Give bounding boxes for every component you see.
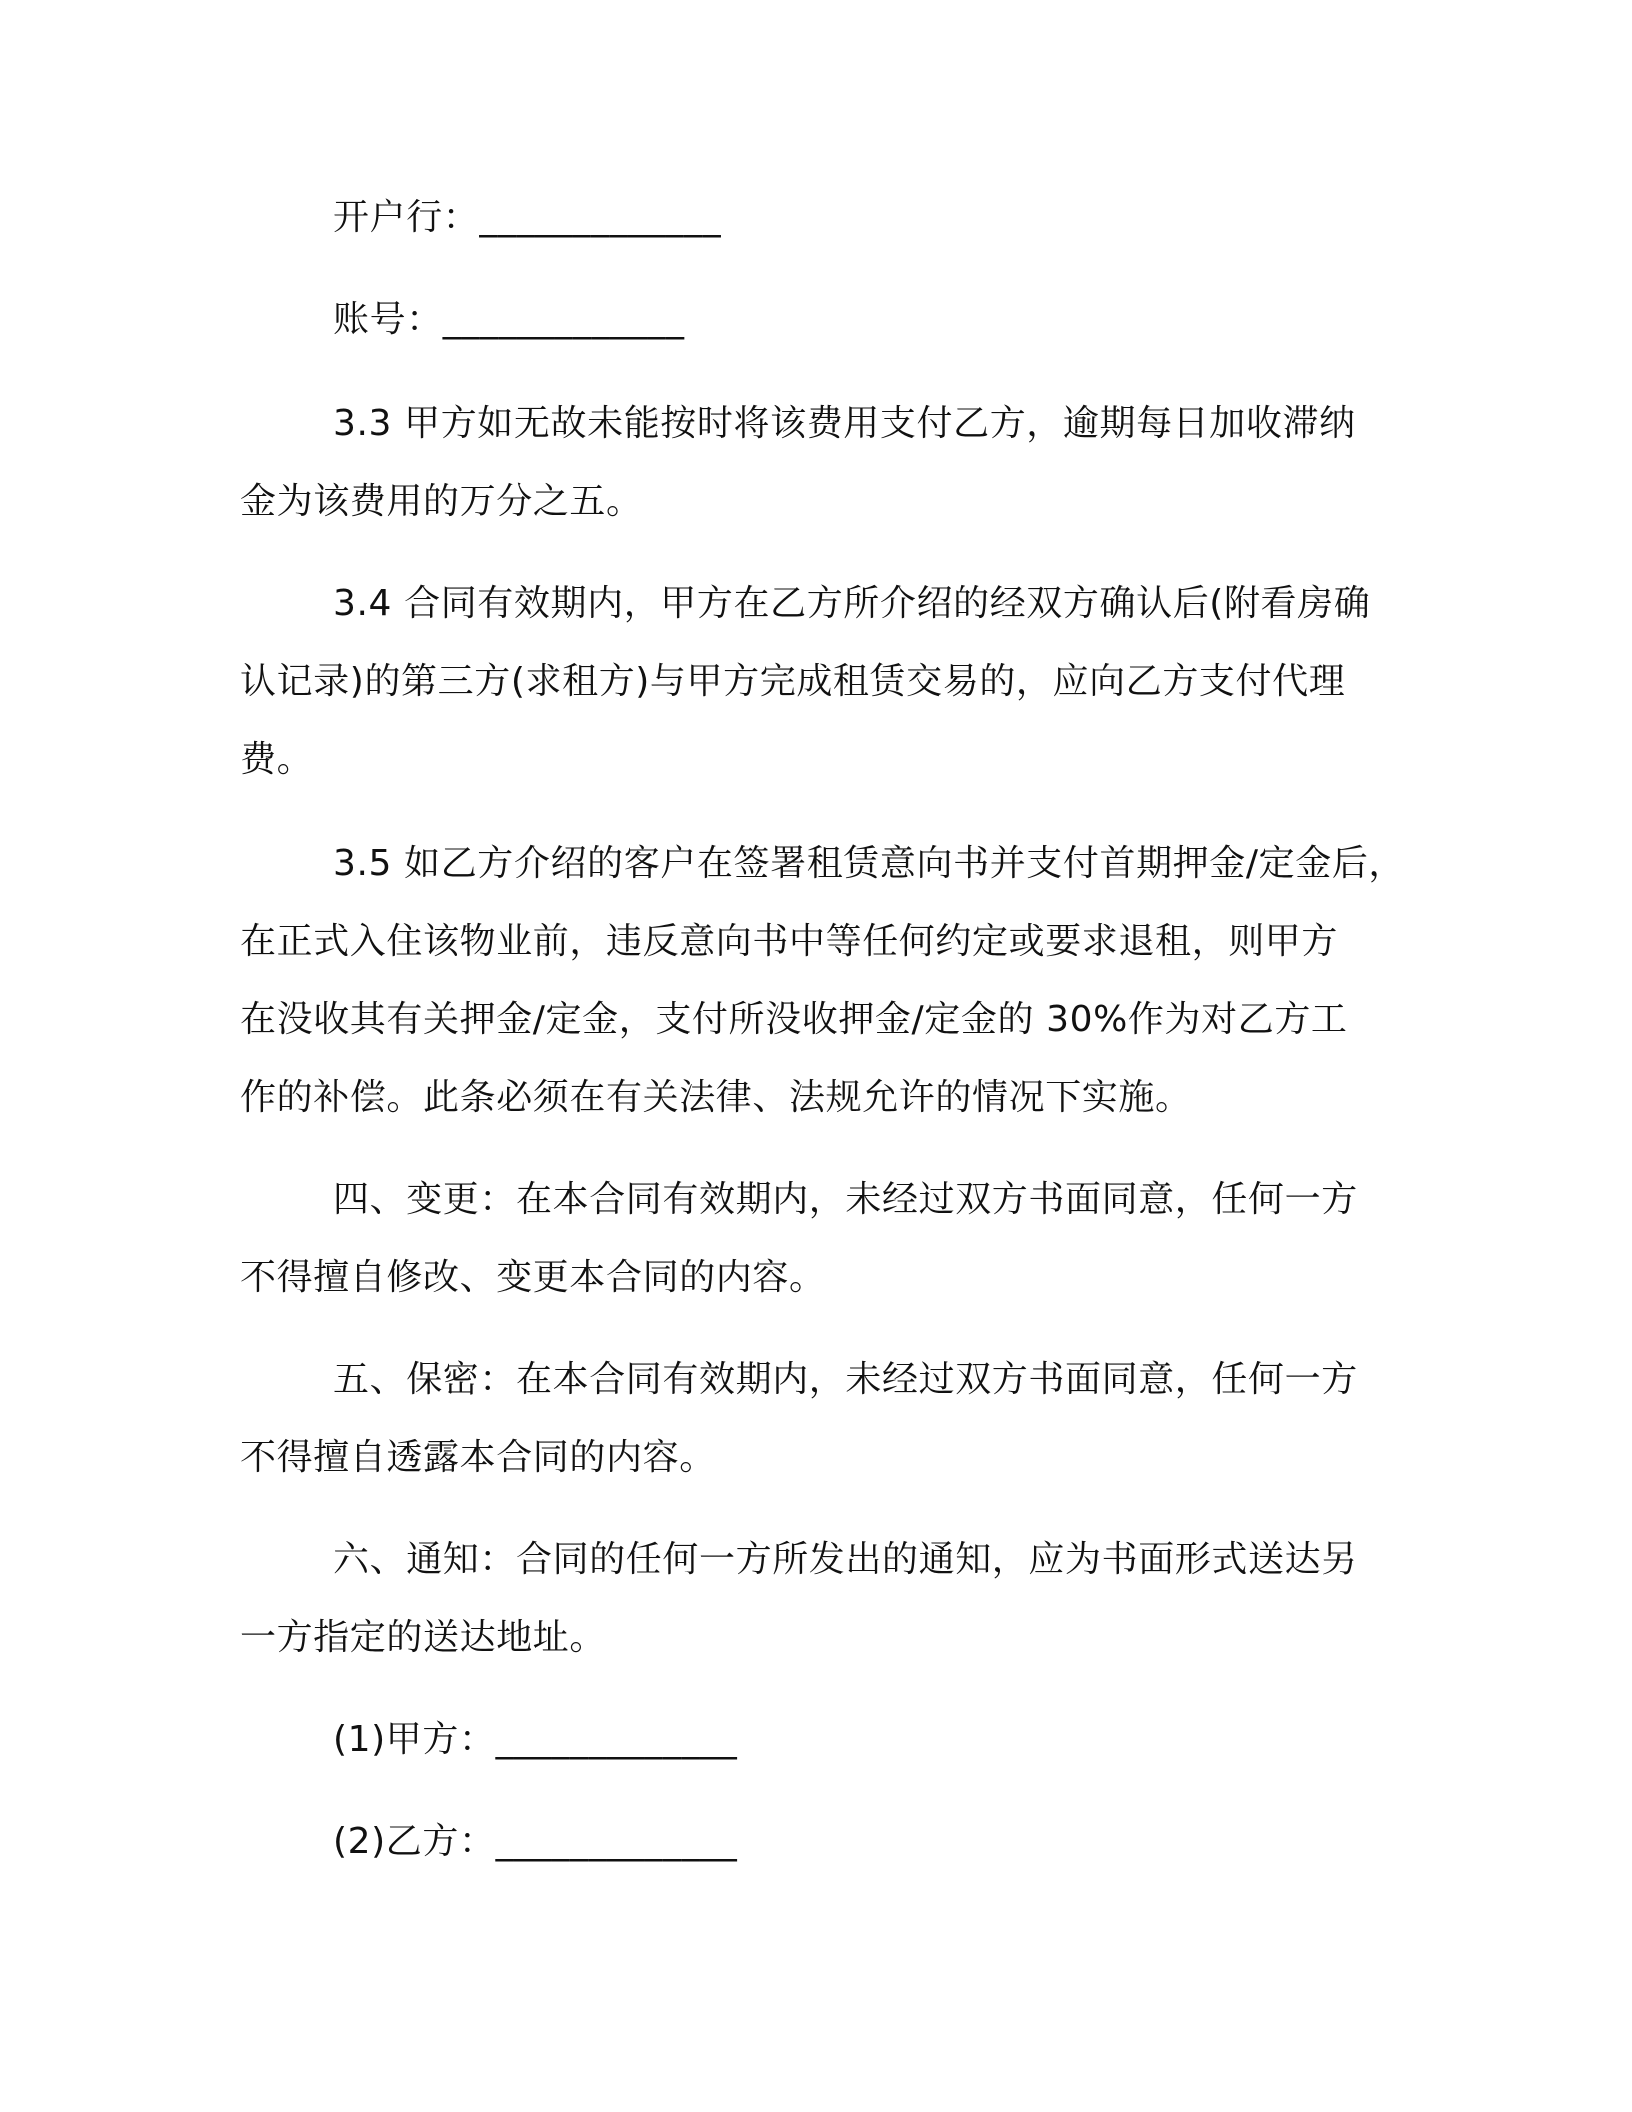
section-5-line-1: 五、保密：在本合同有效期内，未经过双方书面同意，任何一方 — [333, 1359, 1358, 1400]
clause-3-5-line-2: 在正式入住该物业前，违反意向书中等任何约定或要求退租，则甲方 — [240, 921, 1339, 962]
section-6-line-1: 六、通知：合同的任何一方所发出的通知，应为书面形式送达另 — [333, 1539, 1358, 1580]
clause-3-5-line-1: 3.5 如乙方介绍的客户在签署租赁意向书并支付首期押金/定金后， — [333, 843, 1406, 884]
clause-3-3-line-2: 金为该费用的万分之五。 — [240, 481, 643, 522]
section-4-line-2: 不得擅自修改、变更本合同的内容。 — [240, 1257, 826, 1298]
section-5-line-2: 不得擅自透露本合同的内容。 — [240, 1437, 716, 1478]
account-field-line: 账号：_____________ — [333, 299, 685, 340]
bank-field-line: 开户行：_____________ — [333, 197, 722, 238]
party-b-address-line: (2)乙方：_____________ — [333, 1821, 738, 1862]
clause-3-3-line-1: 3.3 甲方如无故未能按时将该费用支付乙方，逾期每日加收滞纳 — [333, 403, 1356, 444]
section-4-line-1: 四、变更：在本合同有效期内，未经过双方书面同意，任何一方 — [333, 1179, 1358, 1220]
clause-3-4-line-2: 认记录)的第三方(求租方)与甲方完成租赁交易的，应向乙方支付代理 — [240, 661, 1346, 702]
clause-3-5-line-3: 在没收其有关押金/定金，支付所没收押金/定金的 30%作为对乙方工 — [240, 999, 1348, 1040]
clause-3-5-line-4: 作的补偿。此条必须在有关法律、法规允许的情况下实施。 — [240, 1077, 1192, 1118]
party-a-address-line: (1)甲方：_____________ — [333, 1719, 738, 1760]
section-6-line-2: 一方指定的送达地址。 — [240, 1617, 607, 1658]
clause-3-4-line-1: 3.4 合同有效期内，甲方在乙方所介绍的经双方确认后(附看房确 — [333, 583, 1371, 624]
clause-3-4-line-3: 费。 — [240, 739, 314, 780]
